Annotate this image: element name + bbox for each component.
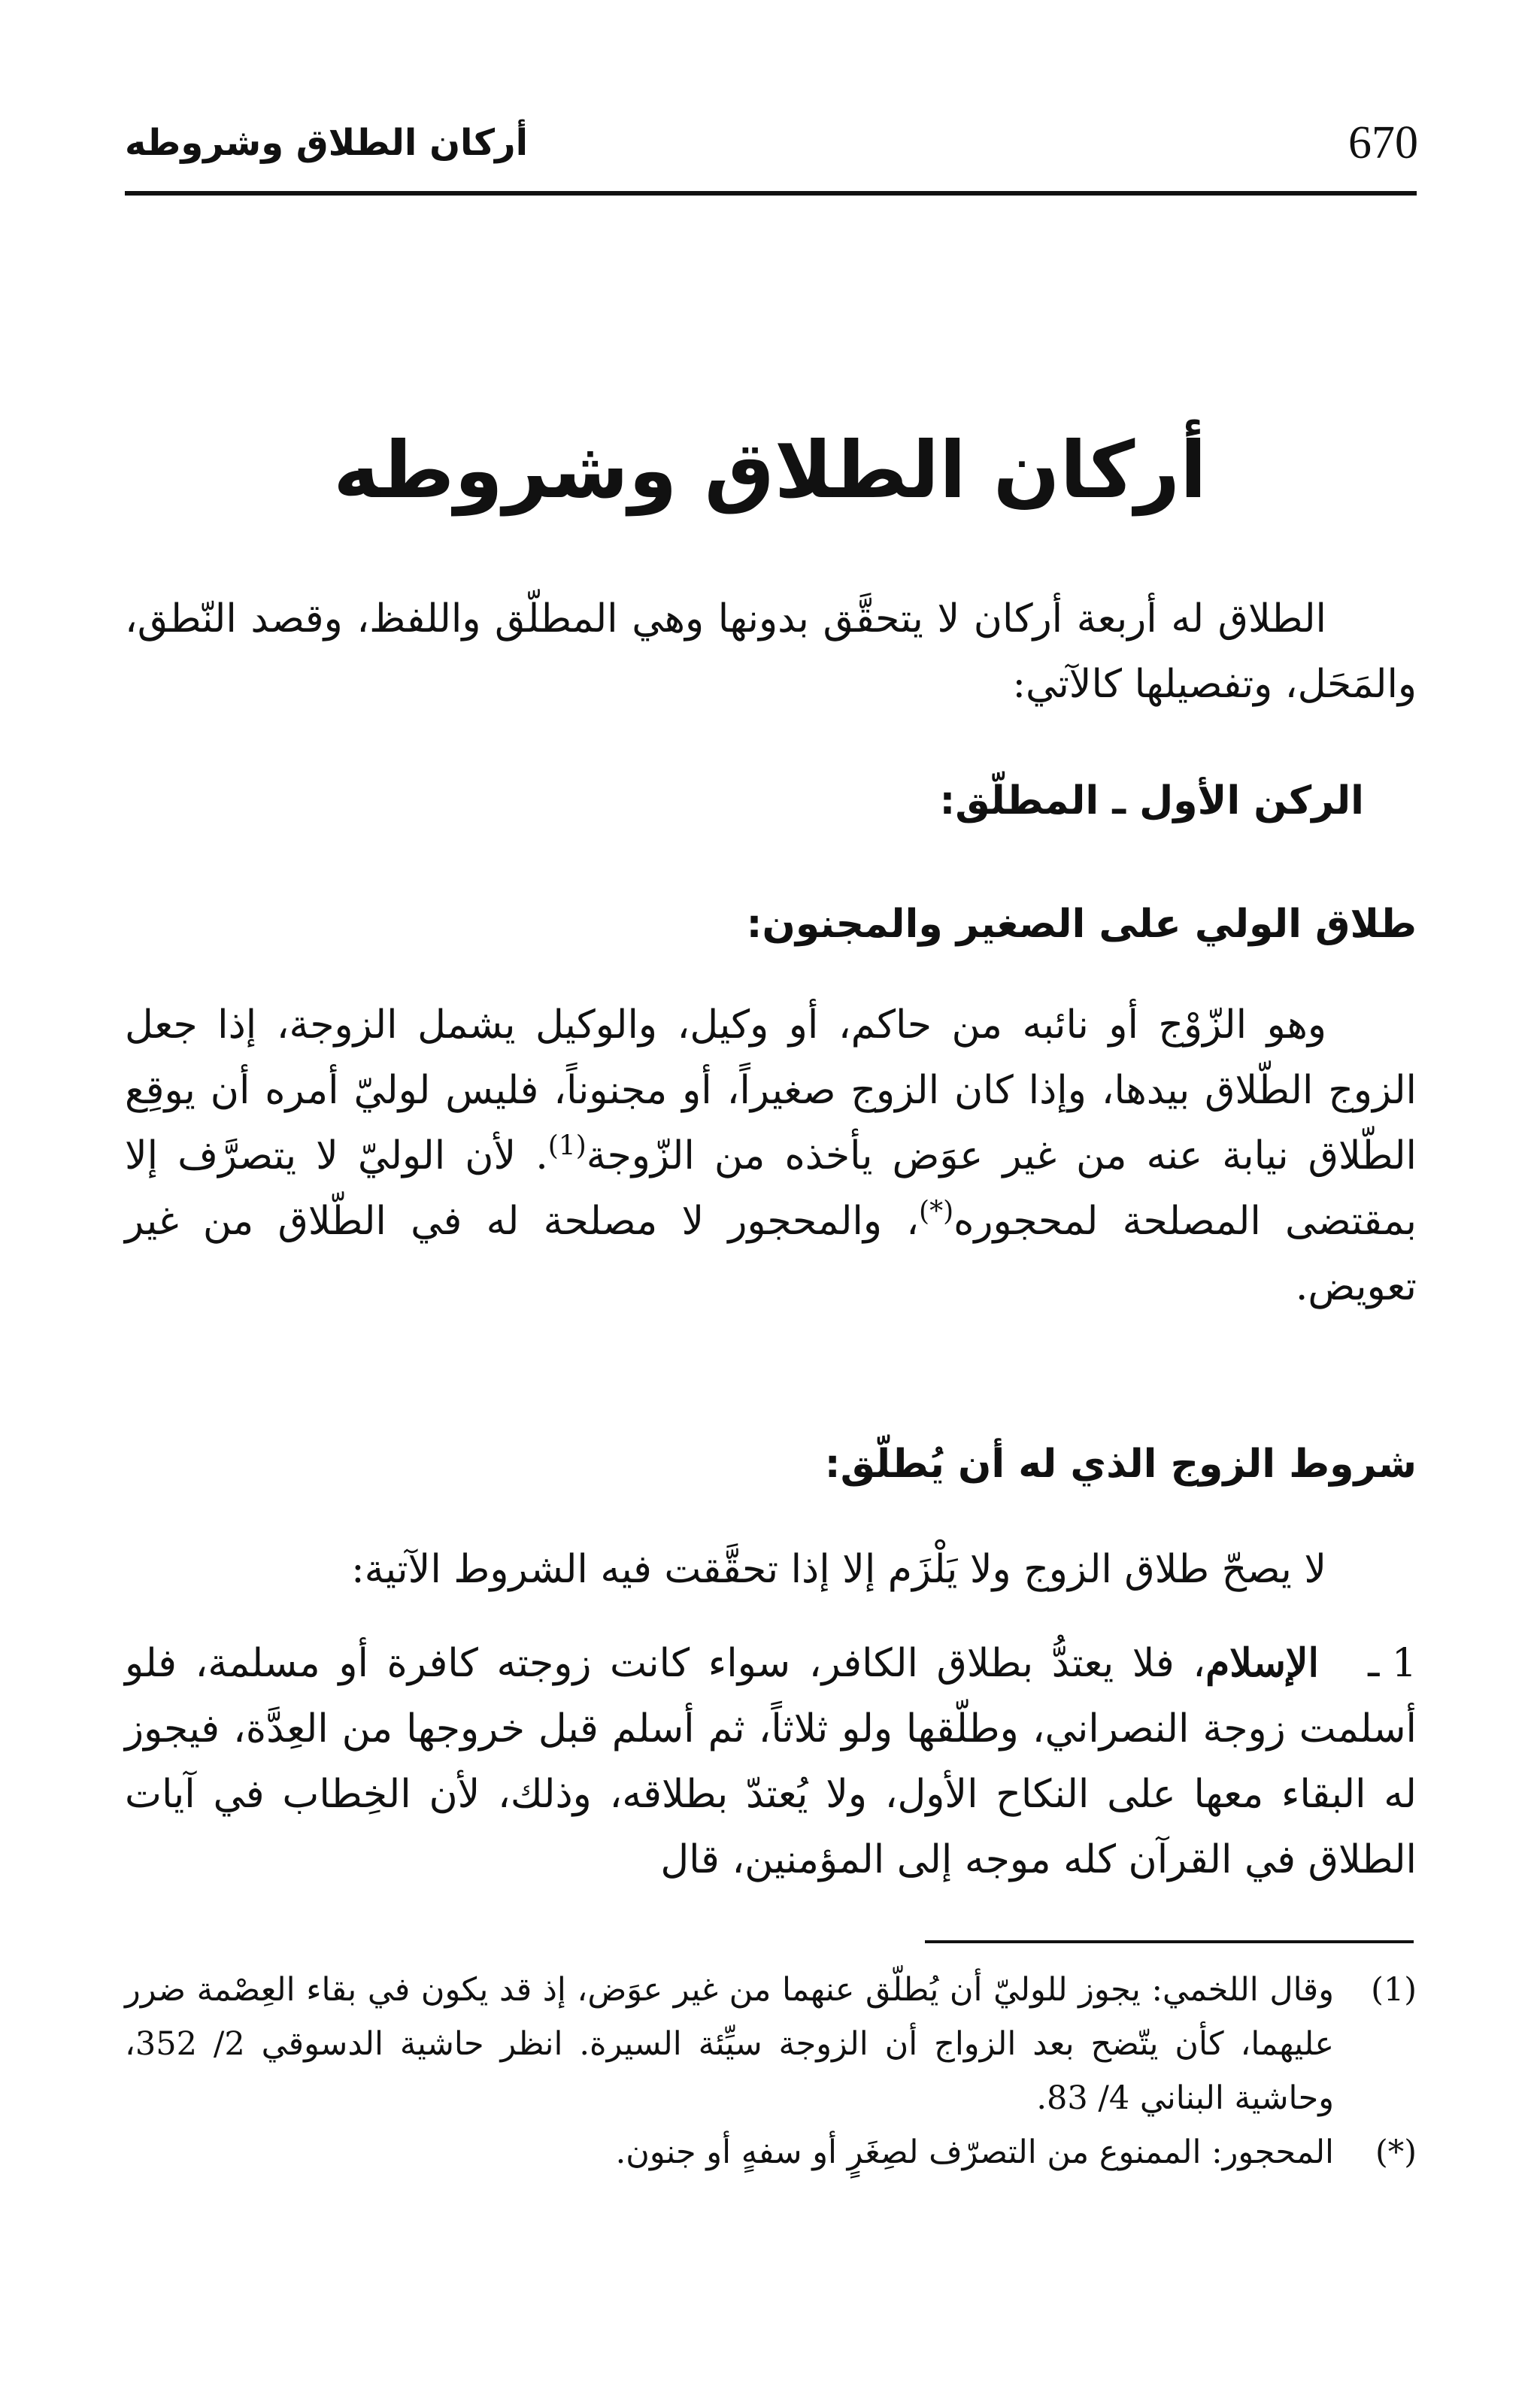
- condition-item-1-term: الإسلام: [1205, 1640, 1319, 1686]
- condition-item-1-text: ، فلا يعتدُّ بطلاق الكافر، سواء كانت زوجته كافرة أو مسلمة، فلو أسلمت زوجة النصراني، وطلّقها ولو ثلاثاً، ثم أسلم قبل خروجها من العِدَّة، فيجوز له البقاء معها على النكاح الأول، ولا يُعتدّ بطلاقه، وذلك، لأن الخِطاب في آيات الطلاق في القرآن كله موجه إلى المؤمنين، قال: [125, 1641, 1417, 1882]
- footnote-ref-1[interactable]: (1): [547, 1130, 587, 1162]
- footnotes: [125, 1963, 1417, 2179]
- guardian-text-3: ، والمحجور لا مصلحة له في الطّلاق من غير تعويض.: [125, 1199, 1417, 1309]
- footnote-star: [125, 2125, 1417, 2179]
- footnote-star-marker: (*): [1375, 2134, 1417, 2171]
- footnote-1-marker: (1): [1371, 1971, 1417, 2009]
- conditions-intro: لا يصحّ طلاق الزوج ولا يَلْزَم إلا إذا تحقَّقت فيه الشروط الآتية:: [351, 1547, 1326, 1592]
- footnote-rule: [925, 1940, 1414, 1943]
- footnote-star-text: المحجور: الممنوع من التصرّف لصِغَرٍ أو سفهٍ أو جنون.: [615, 2134, 1334, 2171]
- intro-paragraph: الطلاق له أربعة أركان لا يتحقَّق بدونها وهي المطلّق واللفظ، وقصد النّطق، والمَحَل، وتفصيلها كالآتي:: [125, 596, 1417, 707]
- chapter-title: أركان الطلاق وشروطه: [333, 424, 1207, 516]
- conditions-section-heading: شروط الزوج الذي له أن يُطلّق:: [824, 1442, 1417, 1487]
- guardian-text-2: . لأن الوليّ لا يتصرَّف إلا بمقتضى المصلحة لمحجوره: [125, 1133, 1417, 1244]
- guardian-text-1: وهو الزّوْج أو نائبه من حاكم، أو وكيل، والوكيل يشمل الزوجة، إذا جعل الزوج الطّلاق بيدها، وإذا كان الزوج صغيراً، أو مجنوناً، فليس لوليّ أمره أن يوقِع الطّلاق نيابة عنه من غير عوَض يأخذه من الزّوجة: [125, 1002, 1417, 1178]
- guardian-section-heading: طلاق الولي على الصغير والمجنون:: [746, 902, 1417, 947]
- condition-item-1-number: 1 ـ: [1368, 1641, 1417, 1686]
- footnote-1: [125, 1963, 1417, 2125]
- running-header-title: أركان الطلاق وشروطه: [125, 122, 529, 164]
- header-rule: [125, 191, 1417, 196]
- footnote-1-text: وقال اللخمي: يجوز للوليّ أن يُطلّق عنهما من غير عوَض، إذ قد يكون في بقاء العِصْمة ضرر عليهما، كأن يتّضح بعد الزواج أن الزوجة سيِّئة السيرة. انظر حاشية الدسوقي 2/ 352، وحاشية البناني 4/ 83.: [125, 1971, 1335, 2117]
- condition-item-1: [125, 1630, 1417, 1893]
- page-number: 670: [1348, 117, 1418, 168]
- guardian-paragraph: [125, 993, 1417, 1320]
- footnote-ref-star[interactable]: (*): [919, 1196, 954, 1227]
- pillar-one-heading: الركن الأول ـ المطلّق:: [939, 778, 1364, 823]
